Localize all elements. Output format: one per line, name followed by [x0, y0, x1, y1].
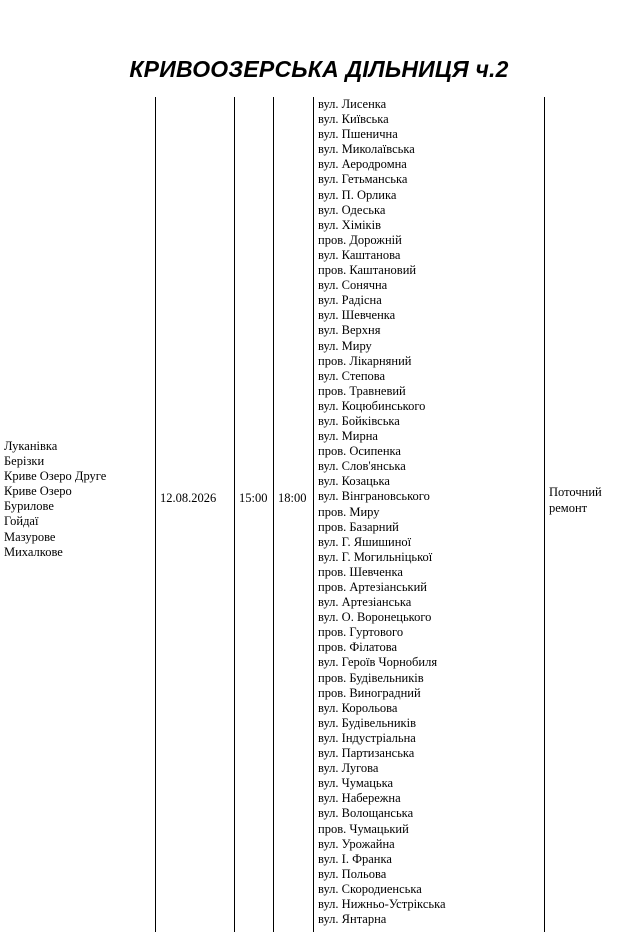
street-item: пров. Гуртового — [318, 625, 404, 640]
street-item: вул. Шевченка — [318, 308, 396, 323]
street-item: вул. Миру — [318, 338, 372, 353]
street-item: вул. Пшенична — [318, 127, 398, 142]
street-item: вул. О. Воронецького — [318, 610, 432, 625]
street-item: вул. Чумацька — [318, 776, 394, 791]
outage-reason: Поточний ремонт — [549, 485, 602, 515]
street-item: вул. Будівельників — [318, 715, 416, 730]
street-item: вул. Г. Яшишиної — [318, 534, 412, 549]
settlement-item: Луканівка — [4, 439, 58, 453]
settlement-item: Криве Озеро — [4, 484, 72, 499]
street-item: вул. Вінграновського — [318, 489, 430, 504]
street-item: вул. Одеська — [318, 202, 386, 217]
street-item: вул. Каштанова — [318, 247, 401, 262]
street-item: вул. Коцюбинського — [318, 398, 426, 413]
street-item: вул. Радісна — [318, 293, 382, 308]
settlement-item: Бурилове — [4, 499, 54, 514]
street-item: пров. Осипенка — [318, 444, 401, 459]
street-item: пров. Базарний — [318, 519, 399, 534]
street-item: вул. Урожайна — [318, 836, 395, 851]
street-item: вул. Корольова — [318, 700, 398, 715]
streets-cell — [318, 97, 446, 927]
street-item: вул. Козацька — [318, 474, 390, 489]
settlements-cell — [4, 439, 106, 560]
column-divider — [544, 97, 545, 932]
street-item: вул. Миколаївська — [318, 142, 415, 157]
street-item: вул. Верхня — [318, 323, 381, 338]
street-item: вул. Лугова — [318, 761, 379, 776]
settlement-item: Мазурове — [4, 529, 56, 544]
settlement-item: Михалкове — [4, 544, 63, 559]
street-item: вул. Нижньо-Устрікська — [318, 896, 446, 911]
street-item: вул. Індустріальна — [318, 730, 416, 745]
page-title: КРИВООЗЕРСЬКА ДІЛЬНИЦЯ ч.2 — [129, 56, 509, 82]
street-item: вул. Київська — [318, 112, 389, 127]
column-divider — [273, 97, 274, 932]
street-item: вул. Волощанська — [318, 806, 414, 821]
street-item: вул. Скородиенська — [318, 881, 422, 896]
time-end: 18:00 — [278, 491, 307, 505]
street-item: вул. І. Франка — [318, 851, 392, 866]
street-item: вул. Сонячна — [318, 278, 388, 293]
street-item: вул. Г. Могильніцької — [318, 549, 433, 564]
street-item: пров. Дорожній — [318, 232, 402, 247]
street-item: пров. Виноградний — [318, 685, 421, 700]
street-item: вул. Артезіанська — [318, 595, 412, 610]
settlement-item: Берізки — [4, 454, 45, 469]
column-divider — [155, 97, 156, 932]
street-item: пров. Чумацький — [318, 821, 409, 836]
street-item: вул. Мирна — [318, 429, 378, 444]
street-item: вул. Янтарна — [318, 912, 387, 927]
column-divider — [313, 97, 314, 932]
street-item: вул. П. Орлика — [318, 187, 397, 202]
street-item: вул. Героїв Чорнобиля — [318, 655, 438, 670]
street-item: вул. Хіміків — [318, 217, 381, 232]
street-item: пров. Лікарняний — [318, 353, 412, 368]
street-item: пров. Шевченка — [318, 564, 403, 579]
settlement-item: Криве Озеро Друге — [4, 469, 107, 484]
street-item: вул. Бойківська — [318, 413, 400, 428]
street-item: вул. Степова — [318, 368, 386, 383]
street-item: пров. Травневий — [318, 383, 406, 398]
settlement-item: Гойдаї — [4, 514, 39, 529]
street-item: пров. Каштановий — [318, 263, 417, 278]
street-item: вул. Гетьманська — [318, 172, 408, 187]
street-item: вул. Аеродромна — [318, 157, 407, 172]
street-item: пров. Миру — [318, 504, 380, 519]
street-item: вул. Лисенка — [318, 97, 387, 111]
street-item: пров. Артезіанський — [318, 580, 427, 594]
street-item: пров. Філатова — [318, 640, 397, 655]
street-item: вул. Набережна — [318, 791, 401, 806]
column-divider — [234, 97, 235, 932]
street-item: вул. Польова — [318, 866, 387, 881]
street-item: вул. Слов'янська — [318, 459, 406, 474]
time-start: 15:00 — [239, 491, 268, 505]
street-item: пров. Будівельників — [318, 670, 424, 685]
street-item: вул. Партизанська — [318, 746, 415, 761]
outage-date: 12.08.2026 — [160, 491, 217, 505]
